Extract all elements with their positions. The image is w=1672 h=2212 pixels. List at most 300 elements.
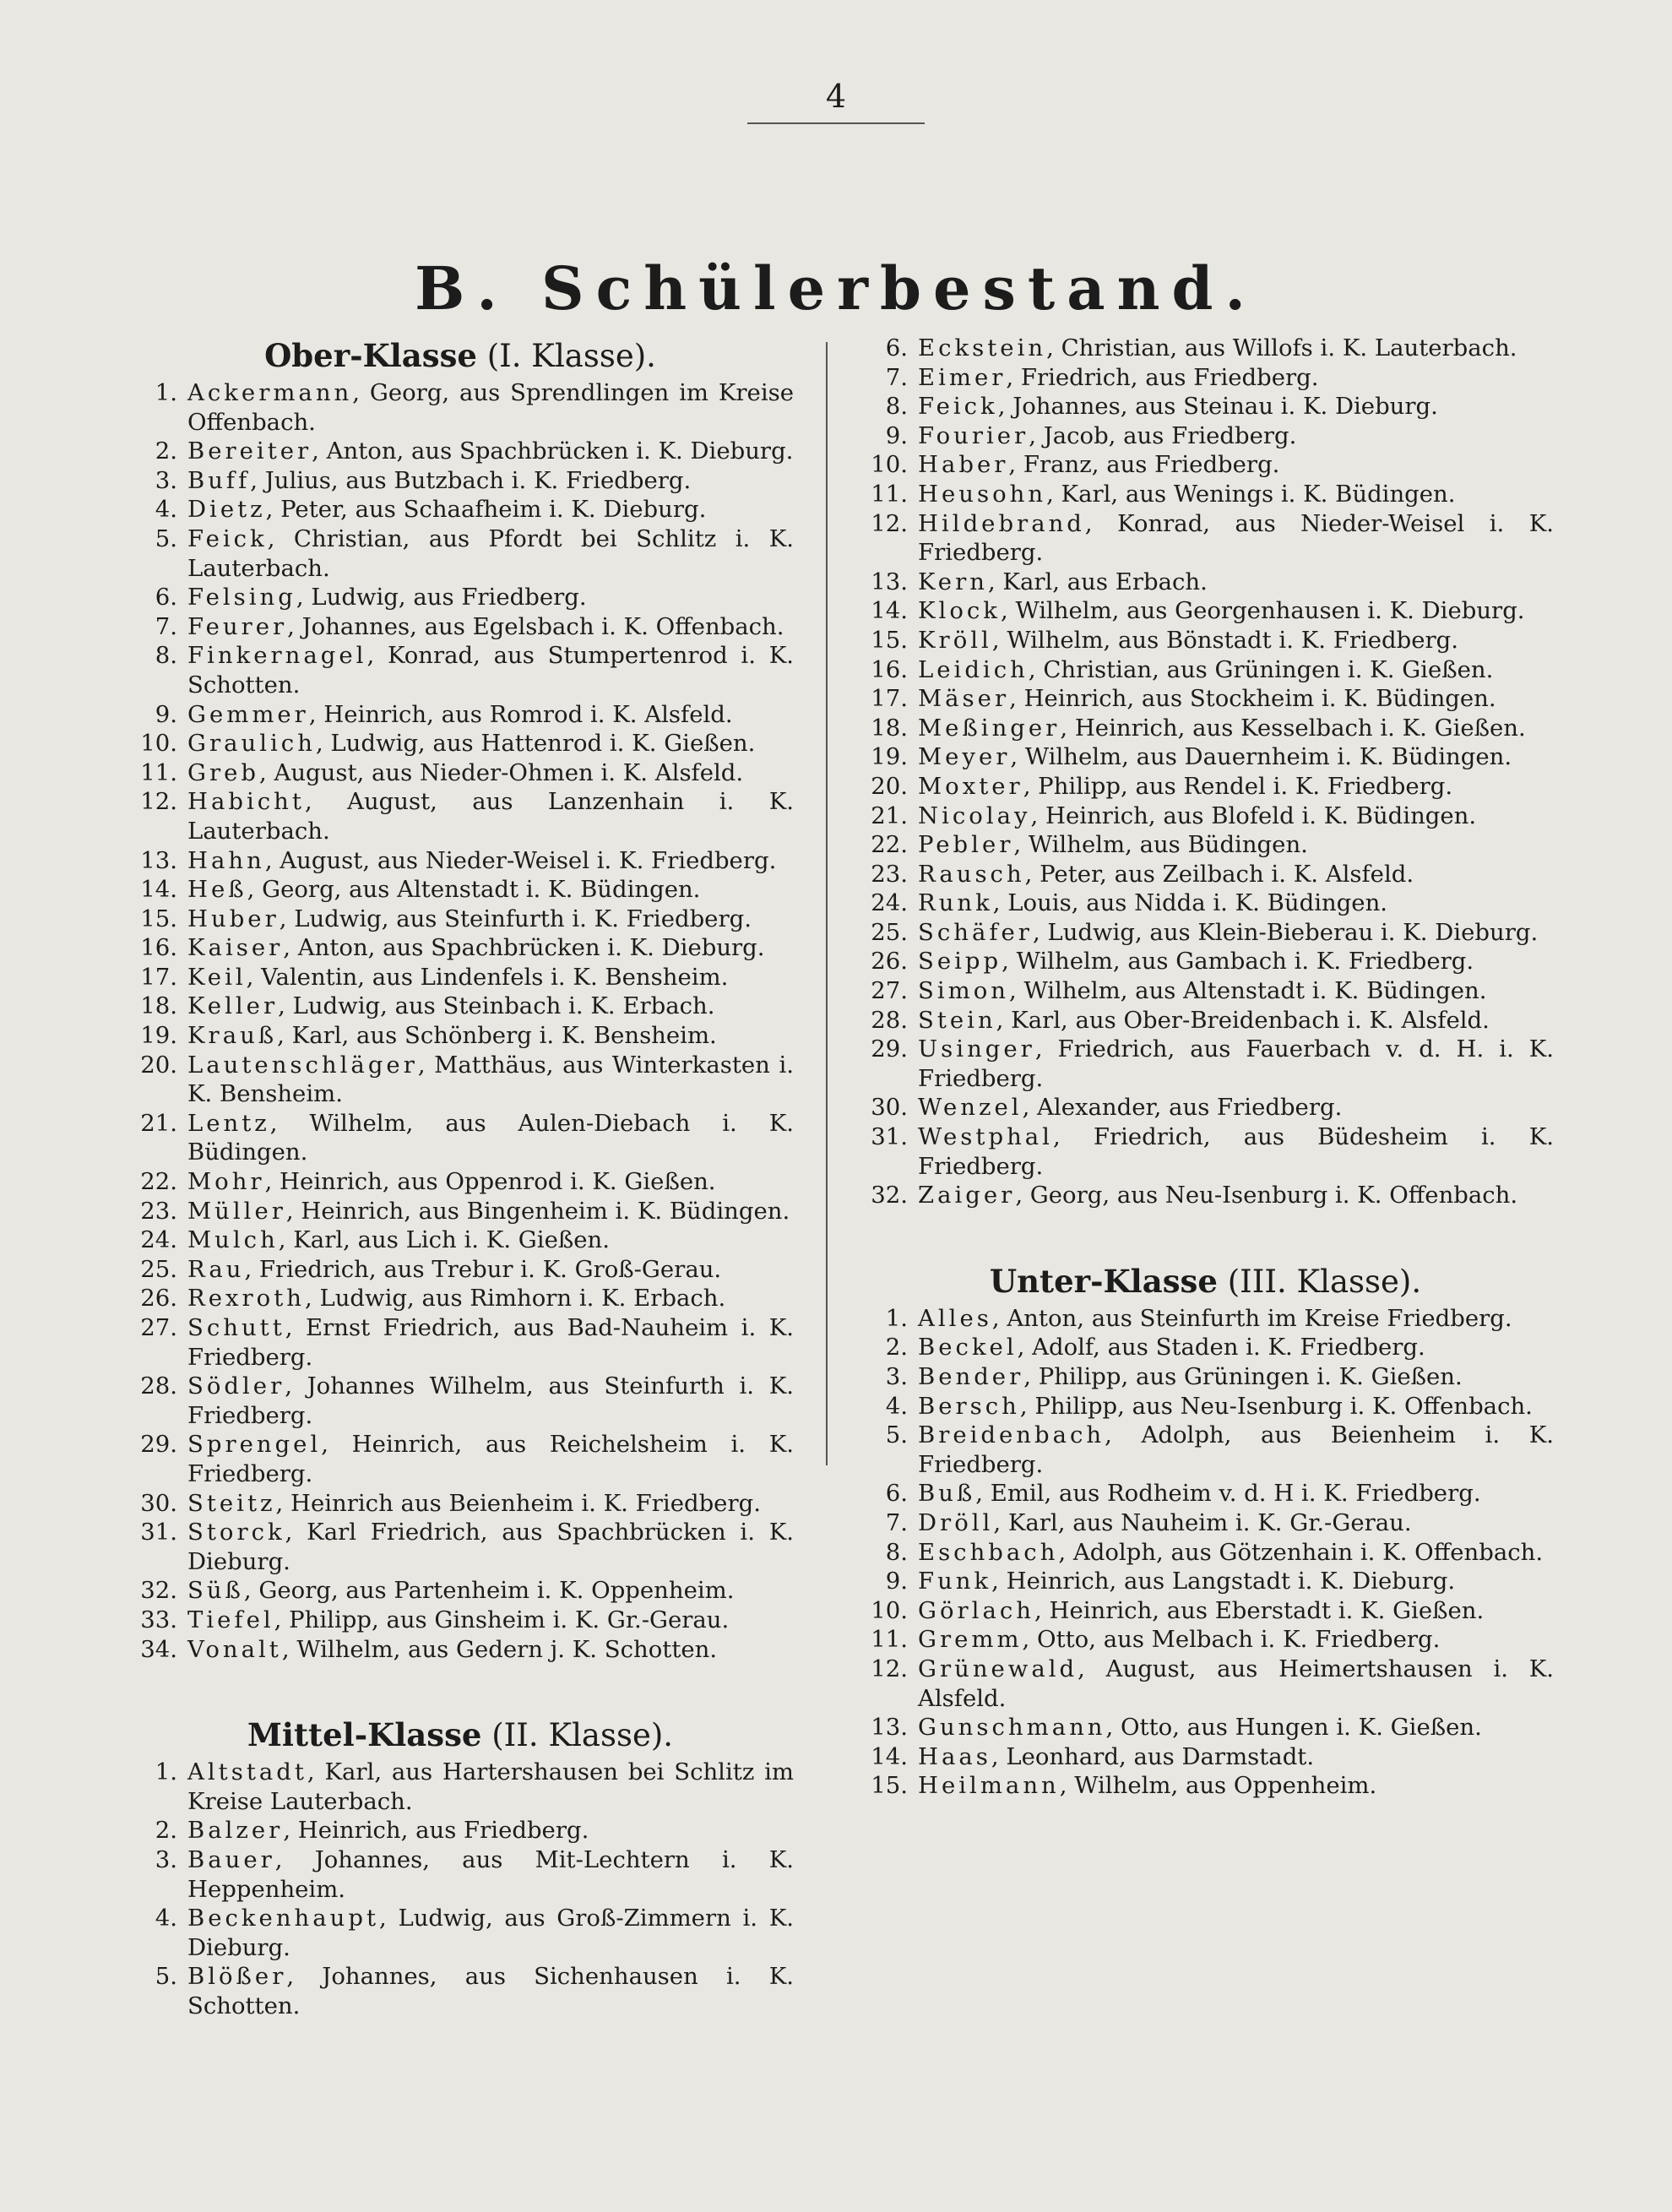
list-item — [127, 1021, 794, 1051]
entry-number: 8. — [155, 642, 177, 670]
student-surname: Mulch — [187, 1226, 279, 1254]
student-details: , Heinrich, aus Oppenrod i. K. Gießen. — [264, 1168, 716, 1196]
student-details: , August, aus Heimertshausen i. K. Alsfeld. — [918, 1655, 1554, 1712]
student-details: , Wilhelm, aus Bönstadt i. K. Friedberg. — [991, 626, 1459, 654]
student-details: , Johannes, aus Steinau i. K. Dieburg. — [997, 393, 1438, 421]
student-details: , Philipp, aus Grüningen i. K. Gießen. — [1023, 1363, 1463, 1390]
student-details: , Heinrich, aus Stockheim i. K. Büdingen. — [1009, 685, 1496, 713]
list-item — [127, 583, 794, 612]
entry-number: 21. — [140, 1109, 177, 1137]
student-details: , Johannes, aus Sichenhausen i. K. Schotten. — [187, 1963, 794, 2019]
entry-number: 1. — [885, 1304, 908, 1332]
student-surname: Heilmann — [918, 1772, 1060, 1800]
list-item — [127, 1606, 794, 1635]
student-details: , Karl, aus Nauheim i. K. Gr.-Gerau. — [993, 1508, 1412, 1536]
student-surname: Leidich — [918, 655, 1029, 683]
student-details: , Jacob, aus Friedberg. — [1029, 421, 1297, 449]
student-details: , Ludwig, aus Steinbach i. K. Erbach. — [278, 992, 715, 1020]
student-surname: Lentz — [187, 1109, 270, 1137]
student-surname: Lautenschläger — [187, 1051, 418, 1079]
student-details: , Ludwig, aus Steinfurth i. K. Friedberg. — [279, 905, 752, 932]
list-item — [857, 626, 1554, 655]
student-details: , Louis, aus Nidda i. K. Büdingen. — [992, 889, 1388, 917]
entry-number: 17. — [871, 685, 908, 713]
student-surname: Blößer — [187, 1963, 287, 1991]
student-surname: Mäser — [918, 685, 1010, 713]
student-details: , Karl Friedrich, aus Spachbrücken i. K. Dieburg. — [187, 1519, 794, 1575]
student-details: , Heinrich, aus Reichelsheim i. K. Friedberg. — [187, 1431, 794, 1487]
student-surname: Heusohn — [918, 480, 1047, 508]
student-surname: Södler — [187, 1372, 285, 1400]
list-item — [857, 334, 1554, 363]
entry-number: 14. — [871, 1742, 908, 1770]
list-item — [127, 641, 794, 699]
student-details: , Anton, aus Steinfurth im Kreise Friedberg. — [991, 1304, 1512, 1332]
student-surname: Meßinger — [918, 714, 1061, 742]
student-details: , Matthäus, aus Winterkasten i. K. Bensheim. — [187, 1051, 794, 1108]
student-details: , Wilhelm, aus Gambach i. K. Friedberg. — [1002, 948, 1474, 976]
student-details: , Christian, aus Willofs i. K. Lauterbach. — [1046, 334, 1517, 361]
entry-number: 20. — [871, 772, 908, 800]
student-details: , Philipp, aus Ginsheim i. K. Gr.-Gerau. — [274, 1606, 730, 1633]
entry-number: 27. — [871, 977, 908, 1005]
student-details: , Wilhelm, aus Aulen-Diebach i. K. Büdingen. — [187, 1109, 794, 1166]
student-surname: Fourier — [918, 421, 1029, 449]
list-item — [127, 1372, 794, 1430]
student-surname: Tiefel — [187, 1606, 274, 1633]
entry-number: 20. — [140, 1051, 177, 1079]
student-surname: Habicht — [187, 788, 305, 816]
student-details: , Wilhelm, aus Oppenheim. — [1059, 1772, 1377, 1800]
entry-number: 6. — [155, 584, 177, 611]
student-surname: Vonalt — [187, 1635, 282, 1663]
student-details: , Heinrich, aus Kesselbach i. K. Gießen. — [1060, 714, 1526, 742]
list-item — [857, 1304, 1554, 1334]
student-surname: Feurer — [187, 612, 288, 640]
entry-number: 10. — [140, 730, 177, 758]
entry-number: 10. — [871, 1596, 908, 1624]
student-surname: Mohr — [187, 1168, 265, 1196]
student-surname: Heß — [187, 876, 247, 904]
list-item — [127, 700, 794, 730]
entry-number: 15. — [140, 905, 177, 932]
student-surname: Westphal — [918, 1123, 1053, 1151]
list-item — [857, 1742, 1554, 1772]
student-surname: Hahn — [187, 846, 265, 874]
entry-number: 3. — [155, 466, 177, 494]
entry-number: 1. — [155, 1758, 177, 1786]
entry-number: 22. — [871, 831, 908, 859]
list-item — [127, 1518, 794, 1576]
section-heading-suffix: (III. Klasse). — [1227, 1263, 1422, 1300]
entry-number: 12. — [140, 788, 177, 816]
student-surname: Kröll — [918, 626, 992, 654]
student-surname: Rau — [187, 1255, 245, 1283]
student-surname: Stein — [918, 1006, 996, 1034]
student-details: , Anton, aus Spachbrücken i. K. Dieburg. — [312, 438, 794, 465]
entry-number: 25. — [140, 1255, 177, 1283]
entry-number: 26. — [871, 948, 908, 976]
student-surname: Bender — [918, 1363, 1024, 1390]
student-details: , Wilhelm, aus Georgenhausen i. K. Dieburg. — [1000, 597, 1525, 625]
entry-number: 16. — [871, 655, 908, 683]
student-details: , August, aus Nieder-Weisel i. K. Friedberg. — [264, 846, 777, 874]
student-surname: Felsing — [187, 584, 296, 611]
entry-number: 33. — [140, 1606, 177, 1633]
student-details: , Christian, aus Grüningen i. K. Gießen. — [1028, 655, 1494, 683]
student-surname: Huber — [187, 905, 280, 932]
student-details: , Konrad, aus Nieder-Weisel i. K. Friedberg. — [918, 509, 1554, 567]
student-details: , Friedrich, aus Friedberg. — [1006, 363, 1319, 391]
section-heading — [127, 1713, 794, 1758]
list-item — [857, 772, 1554, 802]
entry-number: 2. — [155, 438, 177, 465]
list-item — [127, 846, 794, 876]
student-details: , Philipp, aus Neu-Isenburg i. K. Offenbach. — [1019, 1392, 1533, 1420]
student-details: , Peter, aus Schaafheim i. K. Dieburg. — [265, 496, 707, 524]
entry-number: 31. — [140, 1519, 177, 1546]
student-surname: Schutt — [187, 1314, 285, 1341]
list-item — [857, 714, 1554, 743]
list-item — [857, 1421, 1554, 1479]
student-surname: Dröll — [918, 1508, 994, 1536]
student-surname: Dietz — [187, 496, 266, 524]
entry-number: 28. — [871, 1006, 908, 1034]
entry-number: 18. — [140, 992, 177, 1020]
list-item — [857, 1392, 1554, 1421]
student-details: , Karl, aus Hartershausen bei Schlitz im Kreise Lauterbach. — [187, 1758, 794, 1815]
entry-number: 13. — [871, 568, 908, 595]
student-details: , Heinrich, aus Eberstadt i. K. Gießen. — [1034, 1596, 1485, 1624]
list-item — [857, 1093, 1554, 1122]
student-surname: Bersch — [918, 1392, 1020, 1420]
student-surname: Balzer — [187, 1817, 284, 1845]
list-item — [857, 1713, 1554, 1742]
student-surname: Beckel — [918, 1334, 1018, 1361]
entry-number: 6. — [885, 1480, 908, 1508]
list-item — [857, 655, 1554, 685]
student-surname: Altstadt — [187, 1758, 307, 1786]
student-surname: Nicolay — [918, 802, 1031, 829]
student-surname: Rexroth — [187, 1285, 305, 1313]
entry-number: 21. — [871, 802, 908, 829]
student-surname: Görlach — [918, 1596, 1034, 1624]
list-item — [857, 596, 1554, 626]
student-details: , Friedrich, aus Büdesheim i. K. Friedberg. — [918, 1123, 1554, 1180]
list-item — [857, 889, 1554, 918]
entry-number: 32. — [871, 1182, 908, 1209]
student-details: , Peter, aus Zeilbach i. K. Alsfeld. — [1024, 860, 1414, 888]
right-column — [857, 334, 1554, 1801]
student-list — [857, 334, 1554, 1210]
student-details: , Karl, aus Ober-Breidenbach i. K. Alsfeld. — [996, 1006, 1490, 1034]
list-item — [857, 1479, 1554, 1508]
student-details: , Wilhelm, aus Büdingen. — [1013, 831, 1308, 859]
entry-number: 18. — [871, 714, 908, 742]
student-details: , Johannes Wilhelm, aus Steinfurth i. K. Friedberg. — [187, 1372, 794, 1429]
list-item — [127, 1489, 794, 1519]
student-surname: Breidenbach — [918, 1421, 1105, 1449]
student-details: , Wilhelm, aus Gedern j. K. Schotten. — [281, 1635, 718, 1663]
student-details: , Franz, aus Friedberg. — [1008, 451, 1280, 479]
entry-number: 23. — [140, 1197, 177, 1225]
entry-number: 6. — [885, 334, 908, 361]
list-item — [127, 1904, 794, 1962]
entry-number: 9. — [885, 1568, 908, 1595]
student-surname: Hildebrand — [918, 509, 1085, 537]
student-details: , Adolph, aus Beienheim i. K. Friedberg. — [918, 1421, 1554, 1478]
entry-number: 29. — [140, 1431, 177, 1459]
list-item — [857, 509, 1554, 568]
entry-number: 9. — [885, 421, 908, 449]
student-details: , Georg, aus Partenheim i. K. Oppenheim. — [243, 1577, 735, 1605]
list-item — [857, 1333, 1554, 1362]
student-surname: Krauß — [187, 1022, 278, 1050]
student-surname: Storck — [187, 1519, 285, 1546]
section-heading-class: Ober-Klasse — [264, 337, 477, 374]
student-details: , Ludwig, aus Friedberg. — [296, 584, 587, 611]
student-details: , Heinrich, aus Langstadt i. K. Dieburg. — [991, 1568, 1456, 1595]
student-surname: Greb — [187, 758, 259, 786]
student-surname: Runk — [918, 889, 993, 917]
list-item — [127, 524, 794, 583]
list-item — [127, 1109, 794, 1167]
student-details: , August, aus Lanzenhain i. K. Lauterbach. — [187, 788, 794, 845]
student-surname: Müller — [187, 1197, 286, 1225]
student-surname: Feick — [187, 524, 268, 552]
entry-number: 32. — [140, 1577, 177, 1605]
student-details: , Wilhelm, aus Altenstadt i. K. Büdingen. — [1008, 977, 1487, 1005]
column-divider — [826, 342, 828, 1465]
list-item — [857, 1625, 1554, 1655]
list-item — [857, 684, 1554, 714]
list-item — [127, 437, 794, 466]
entry-number: 2. — [885, 1334, 908, 1361]
student-details: , Ludwig, aus Klein-Bieberau i. K. Dieburg. — [1032, 918, 1539, 946]
student-surname: Bauer — [187, 1845, 275, 1873]
list-item — [857, 1122, 1554, 1181]
student-details: , Adolph, aus Götzenhain i. K. Offenbach. — [1058, 1538, 1544, 1566]
entry-number: 4. — [155, 496, 177, 524]
student-surname: Finkernagel — [187, 642, 367, 670]
list-item — [857, 363, 1554, 393]
student-surname: Eschbach — [918, 1538, 1059, 1566]
student-surname: Gremm — [918, 1626, 1023, 1654]
list-item — [857, 1596, 1554, 1626]
entry-number: 11. — [871, 480, 908, 508]
entry-number: 30. — [140, 1489, 177, 1517]
student-details: , Emil, aus Rodheim v. d. H i. K. Friedberg. — [975, 1480, 1481, 1508]
student-surname: Sprengel — [187, 1431, 322, 1459]
entry-number: 23. — [871, 860, 908, 888]
list-item — [857, 1655, 1554, 1713]
student-surname: Graulich — [187, 730, 316, 758]
entry-number: 14. — [871, 597, 908, 625]
entry-number: 16. — [140, 934, 177, 962]
student-details: , Alexander, aus Friedberg. — [1022, 1094, 1343, 1122]
list-item — [857, 421, 1554, 451]
student-details: , Friedrich, aus Fauerbach v. d. H. i. K. Friedberg. — [918, 1035, 1554, 1092]
student-surname: Grünewald — [918, 1655, 1078, 1682]
entry-number: 10. — [871, 451, 908, 479]
student-details: , Karl, aus Erbach. — [987, 568, 1208, 595]
student-list — [127, 378, 794, 1664]
student-details: , Otto, aus Hungen i. K. Gießen. — [1105, 1714, 1482, 1742]
student-details: , Philipp, aus Rendel i. K. Friedberg. — [1023, 772, 1453, 800]
student-surname: Gemmer — [187, 700, 309, 728]
entry-number: 34. — [140, 1635, 177, 1663]
list-item — [857, 1006, 1554, 1035]
list-item — [127, 1313, 794, 1372]
student-list — [857, 1304, 1554, 1801]
list-item — [857, 1035, 1554, 1093]
list-item — [857, 860, 1554, 889]
entry-number: 12. — [871, 1655, 908, 1682]
entry-number: 5. — [885, 1421, 908, 1449]
student-details: , Karl, aus Wenings i. K. Büdingen. — [1046, 480, 1456, 508]
list-item — [127, 787, 794, 845]
list-item — [127, 992, 794, 1021]
list-item — [857, 568, 1554, 597]
list-item — [127, 1816, 794, 1845]
list-item — [857, 802, 1554, 831]
student-surname: Haber — [918, 451, 1009, 479]
entry-number: 27. — [140, 1314, 177, 1341]
page-title: B. Schülerbestand. — [415, 253, 1257, 323]
entry-number: 26. — [140, 1285, 177, 1313]
student-details: , Georg, aus Sprendlingen im Kreise Offenbach. — [187, 379, 794, 436]
entry-number: 2. — [155, 1817, 177, 1845]
list-item — [127, 1167, 794, 1197]
header-rule — [747, 122, 925, 124]
list-item — [127, 1051, 794, 1109]
entry-number: 8. — [885, 1538, 908, 1566]
entry-number: 3. — [885, 1363, 908, 1390]
list-item — [857, 1181, 1554, 1210]
student-surname: Schäfer — [918, 918, 1033, 946]
entry-number: 19. — [140, 1022, 177, 1050]
student-details: , Johannes, aus Mit-Lechtern i. K. Heppenheim. — [187, 1845, 794, 1903]
student-surname: Feick — [918, 393, 998, 421]
list-item — [127, 758, 794, 788]
section-heading-class: Mittel-Klasse — [247, 1716, 482, 1754]
student-surname: Moxter — [918, 772, 1023, 800]
student-surname: Kern — [918, 568, 988, 595]
student-surname: Ackermann — [187, 379, 353, 406]
list-item — [857, 1538, 1554, 1568]
student-details: , Heinrich, aus Bingenheim i. K. Büdingen. — [285, 1197, 790, 1225]
student-surname: Funk — [918, 1568, 992, 1595]
student-details: , Friedrich, aus Trebur i. K. Groß-Gerau. — [244, 1255, 722, 1283]
list-item — [857, 392, 1554, 421]
entry-number: 9. — [155, 700, 177, 728]
student-details: , August, aus Nieder-Ohmen i. K. Alsfeld. — [259, 758, 744, 786]
student-details: , Adolf, aus Staden i. K. Friedberg. — [1017, 1334, 1425, 1361]
entry-number: 3. — [155, 1845, 177, 1873]
list-item — [127, 1284, 794, 1313]
list-item — [857, 450, 1554, 480]
list-item — [857, 1508, 1554, 1538]
student-details: , Ludwig, aus Rimhorn i. K. Erbach. — [304, 1285, 726, 1313]
list-item — [857, 480, 1554, 509]
student-details: , Christian, aus Pfordt bei Schlitz i. K. Lauterbach. — [187, 524, 794, 582]
list-item — [857, 1362, 1554, 1392]
list-item — [127, 729, 794, 758]
student-surname: Seipp — [918, 948, 1002, 976]
student-surname: Alles — [918, 1304, 992, 1332]
entry-number: 15. — [871, 1772, 908, 1800]
student-details: , Georg, aus Neu-Isenburg i. K. Offenbach. — [1015, 1182, 1518, 1209]
entry-number: 1. — [155, 379, 177, 406]
list-item — [857, 918, 1554, 948]
student-surname: Meyer — [918, 743, 1011, 771]
section-heading-class: Unter-Klasse — [989, 1262, 1218, 1300]
list-item — [127, 495, 794, 524]
entry-number: 28. — [140, 1372, 177, 1400]
student-details: , Anton, aus Spachbrücken i. K. Dieburg. — [283, 934, 765, 962]
student-surname: Zaiger — [918, 1182, 1016, 1209]
student-surname: Beckenhaupt — [187, 1905, 380, 1932]
entry-number: 19. — [871, 743, 908, 771]
list-item — [127, 1197, 794, 1226]
list-item — [857, 1567, 1554, 1596]
list-item — [127, 1635, 794, 1665]
list-item — [127, 1962, 794, 2020]
student-surname: Keil — [187, 963, 247, 991]
student-surname: Klock — [918, 597, 1001, 625]
entry-number: 5. — [155, 1963, 177, 1991]
list-item — [127, 933, 794, 963]
entry-number: 17. — [140, 963, 177, 991]
student-details: , Konrad, aus Stumpertenrod i. K. Schotten. — [187, 642, 794, 698]
list-item — [127, 1845, 794, 1904]
student-details: , Ludwig, aus Groß-Zimmern i. K. Dieburg. — [187, 1905, 794, 1961]
student-details: , Wilhelm, aus Dauernheim i. K. Büdingen. — [1010, 743, 1512, 771]
section-heading — [857, 1259, 1554, 1304]
student-surname: Bereiter — [187, 438, 312, 465]
student-surname: Haas — [918, 1742, 991, 1770]
list-item — [127, 875, 794, 905]
entry-number: 5. — [155, 524, 177, 552]
student-surname: Wenzel — [918, 1094, 1023, 1122]
entry-number: 13. — [871, 1714, 908, 1742]
entry-number: 12. — [871, 509, 908, 537]
list-item — [127, 466, 794, 496]
entry-number: 22. — [140, 1168, 177, 1196]
student-details: , Karl, aus Schönberg i. K. Bensheim. — [277, 1022, 717, 1050]
section-heading-suffix: (I. Klasse). — [486, 338, 656, 374]
student-surname: Simon — [918, 977, 1009, 1005]
list-item — [857, 947, 1554, 976]
left-column — [127, 334, 794, 2020]
entry-number: 7. — [155, 612, 177, 640]
entry-number: 7. — [885, 1508, 908, 1536]
student-details: , Heinrich, aus Friedberg. — [283, 1817, 589, 1845]
list-item — [127, 612, 794, 642]
student-details: , Julius, aus Butzbach i. K. Friedberg. — [250, 466, 692, 494]
page-number: 4 — [825, 78, 847, 115]
entry-number: 11. — [871, 1626, 908, 1654]
student-details: , Heinrich aus Beienheim i. K. Friedberg. — [275, 1489, 761, 1517]
student-surname: Süß — [187, 1577, 244, 1605]
entry-number: 30. — [871, 1094, 908, 1122]
student-details: , Valentin, aus Lindenfels i. K. Bensheim. — [246, 963, 729, 991]
list-item — [857, 976, 1554, 1006]
list-item — [127, 905, 794, 934]
student-surname: Rausch — [918, 860, 1025, 888]
entry-number: 15. — [871, 626, 908, 654]
student-details: , Heinrich, aus Blofeld i. K. Büdingen. — [1030, 802, 1477, 829]
